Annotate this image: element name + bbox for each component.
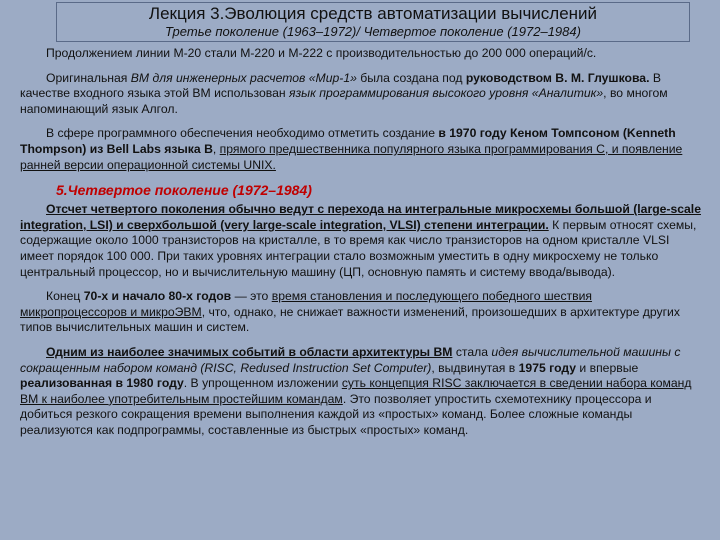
text: В сфере программного обеспечения необходимо отметить создание bbox=[46, 126, 439, 141]
text: , bbox=[212, 141, 220, 156]
text-70s-80s: 70-х и начало 80-х годов bbox=[83, 289, 232, 304]
section-heading-fourth-generation: 5.Четвертое поколение (1972–1984) bbox=[56, 182, 312, 199]
text-glushkov: руководством В. М. Глушкова. bbox=[465, 70, 650, 85]
slide-title: Лекция 3.Эволюция средств автоматизации вычислений bbox=[148, 4, 598, 23]
paragraph-lsi-vlsi bbox=[20, 202, 702, 280]
text: , что, однако, не снижает важности изменений, произошедших в архитектуре других типов вычислительных машин и систем. bbox=[20, 304, 680, 335]
text-thompson-b: в 1970 году Кеном Томпсоном (Kenneth Thompson) из Bell Labs языка B bbox=[20, 126, 676, 156]
text-microprocessors: время становления и последующего победного шествия микропроцессоров и микроЭВМ bbox=[20, 289, 592, 319]
text: , выдвинутая в bbox=[431, 360, 519, 375]
text-1975: 1975 году bbox=[518, 360, 577, 375]
text: Конец bbox=[46, 289, 84, 304]
text: , во многом напоминающий язык Алгол. bbox=[20, 86, 668, 116]
text: Оригинальная bbox=[46, 70, 131, 85]
text-risc-idea: идея вычислительной машины с сокращенным набором команд (RISC, Redused Instruction Set Computer) bbox=[20, 344, 681, 375]
slide-subtitle: Третье поколение (1963–1972)/ Четвертое поколение (1972–1984) bbox=[165, 24, 581, 39]
text-analitik-language: язык программирования высокого уровня «Аналитик» bbox=[289, 86, 604, 101]
paragraph-risc bbox=[20, 345, 702, 439]
slide-title-box bbox=[56, 2, 690, 42]
text-lsi-vlsi: Отсчет четвертого поколения обычно ведут с перехода на интегральные микросхемы большой (large-scale integration, LSI) и сверхбольшой (very large-scale integration, VLSI) степени интеграции. bbox=[20, 202, 701, 232]
text: — это bbox=[231, 289, 272, 304]
text: К первым относят схемы, содержащие около 1000 транзисторов на кристалле, в то время как число транзисторов на одном кристалле VLSI имеет порядок 100 000. При таких уровнях интеграции стало возможным уместить в одну микросхему не только центральный процессор, но и вычислительную машину (ЦП, основную память и систему ввода/вывода). bbox=[20, 217, 697, 279]
text-risc-event: Одним из наиболее значимых событий в области архитектуры ВМ bbox=[46, 344, 453, 359]
slide-content bbox=[20, 46, 702, 438]
text-c-unix: прямого предшественника популярного языка программирования C, и появление ранней версии операционной системы UNIX. bbox=[20, 141, 683, 172]
text: стала bbox=[452, 344, 492, 359]
paragraph-language-b bbox=[20, 126, 702, 173]
text: В качестве входного языка этой ВМ использован bbox=[20, 70, 661, 101]
text-risc-concept: суть концепция RISC заключается в сведении набора команд ВМ к наиболее употребительным простейшим командам bbox=[20, 376, 692, 406]
text: была создана под bbox=[356, 70, 466, 85]
paragraph-m220: Продолжением линии М-20 стали М-220 и М-222 с производительностью до 200 000 операций/с. bbox=[46, 46, 597, 60]
text: . В упрощенном изложении bbox=[183, 376, 342, 391]
text: . Это позволяет упростить схемотехнику процессора и добиться резкого сокращения времени выполнения каждой из «простых» команд. Более сложные команды реализуются как подпрограммы, составленные из быстрых «простых» команд. bbox=[20, 391, 652, 437]
paragraph-microprocessors bbox=[20, 289, 702, 336]
text-1980: реализованная в 1980 году bbox=[20, 376, 184, 391]
text-mir1-machine: ВМ для инженерных расчетов «Мир-1» bbox=[130, 70, 357, 85]
text: и впервые bbox=[576, 360, 639, 375]
paragraph-mir1 bbox=[20, 71, 702, 118]
